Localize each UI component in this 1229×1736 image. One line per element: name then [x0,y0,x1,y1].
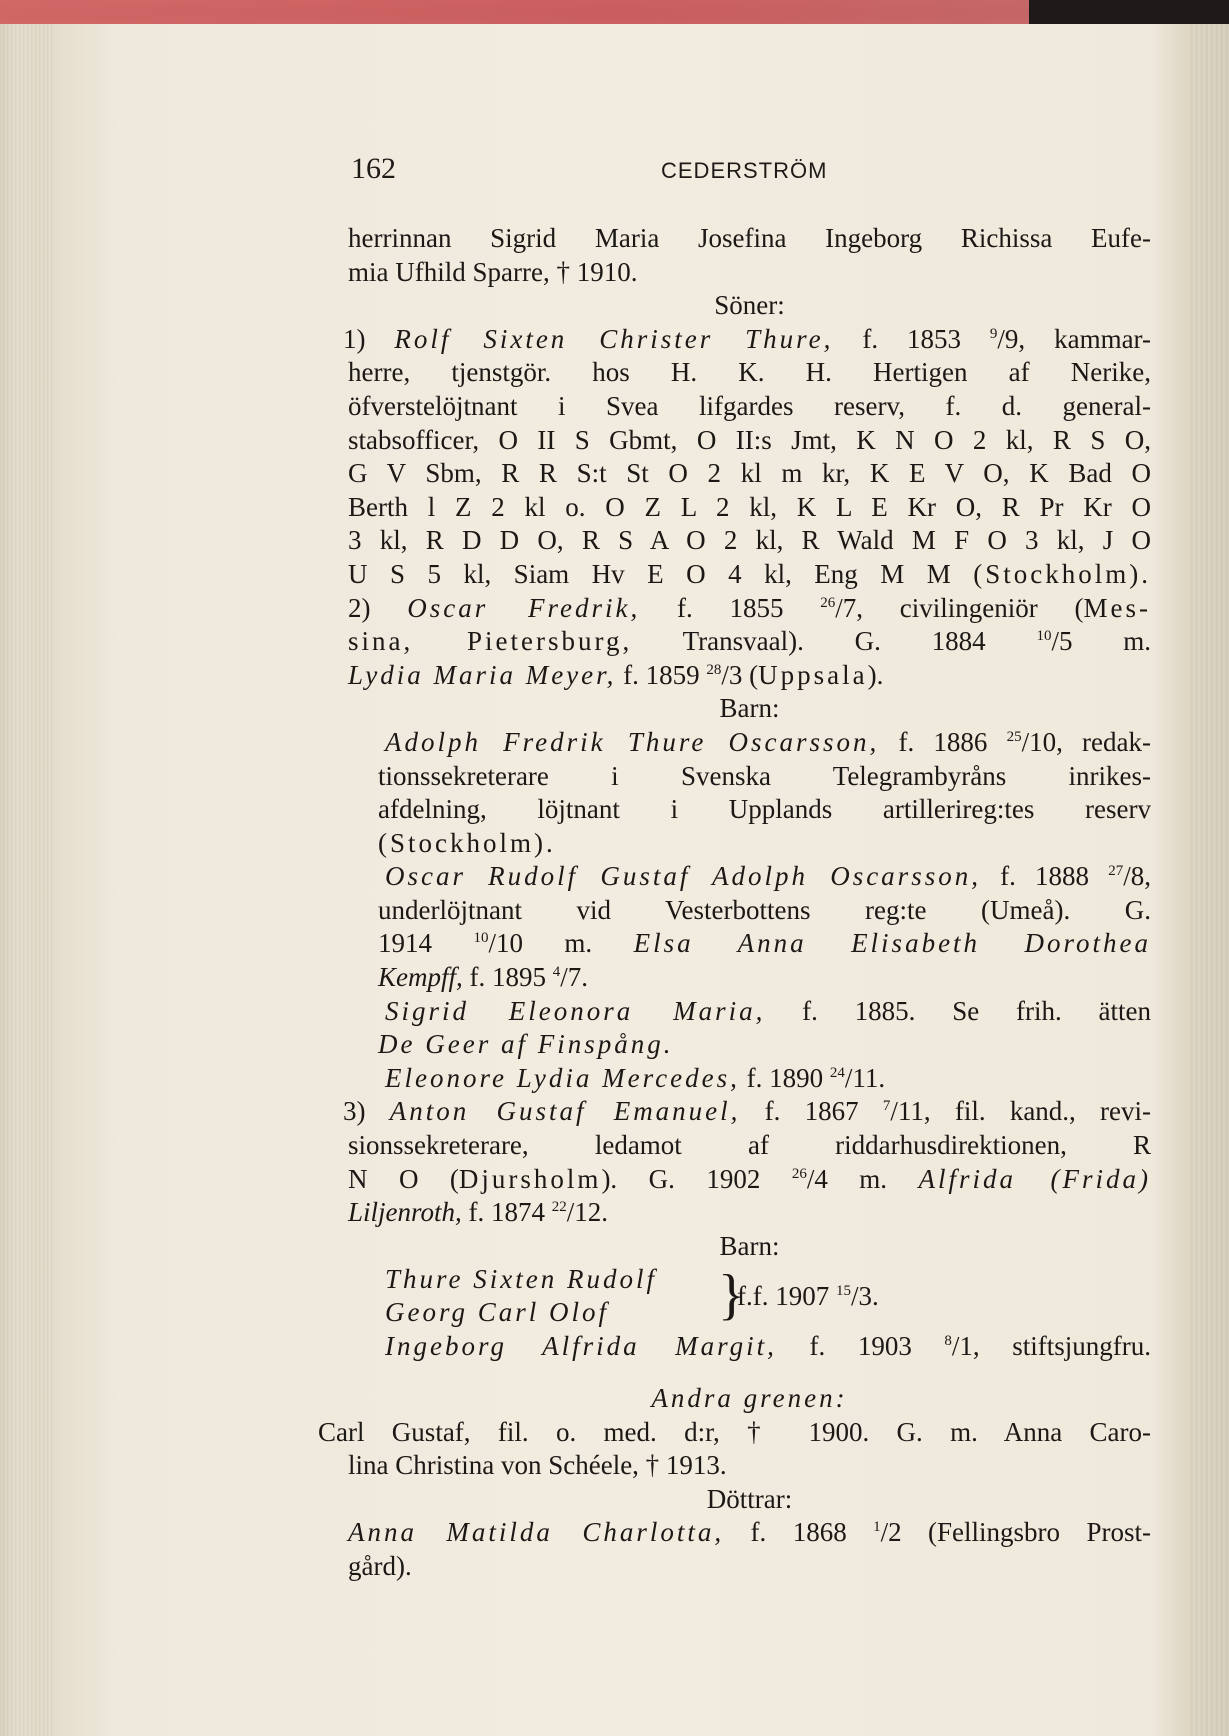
text-line-daughter: Anna Matilda Charlotta, f. 1868 $^1$/2 (Fellingsbro Prost- [348,1517,1151,1548]
text-line-child: Oscar Rudolf Gustaf Adolph Oscarsson, f. 1888 $^{27}$/8, [385,861,1151,892]
text-line-entry-1: 1) Rolf Sixten Christer Thure, f. 1853 $^9$/9, kammar- [343,323,1152,354]
spacer [348,1364,1151,1382]
page-stack-left [0,24,55,1736]
running-head [351,152,1171,188]
text-line-entry-3: 3) Anton Gustaf Emanuel, f. 1867 $^7$/11, fil. kand., revi- [343,1096,1152,1127]
text-line: 1914 $^{10}$/10 m. Elsa Anna Elisabeth Dorothea [378,928,1151,959]
twins-date: f.f. 1907 $^{15}$/3. [737,1281,879,1312]
text-line: Kempff, f. 1895 $^4$/7. [378,962,589,993]
page-number: 162 [351,152,396,185]
text-line: öfverstelöjtnant i Svea lifgardes reserv, f. d. general- [348,390,1151,421]
text-line: (Stockholm). [378,827,556,858]
section-heading-dottrar: Döttrar: [706,1483,793,1514]
page-stack-right [1189,24,1229,1736]
running-title: CEDERSTRÖM [661,158,828,183]
text-line: U S 5 kl, Siam Hv E O 4 kl, Eng M M (Stockholm). [348,558,1151,589]
text-line: afdelning, löjtnant i Upplands artillerireg:tes reserv [378,794,1151,825]
text-line-child: Sigrid Eleonora Maria, f. 1885. Se frih. ätten [385,995,1152,1026]
text-line: N O (Djursholm). G. 1902 $^{26}$/4 m. Alfrida (Frida) [348,1163,1151,1194]
text-line: tionssekreterare i Svenska Telegrambyråns inrikes- [378,760,1151,791]
section-heading-barn: Barn: [719,1230,780,1261]
text-line: lina Christina von Schéele, † 1913. [348,1450,727,1481]
text-line: gård). [348,1550,412,1581]
text-line-child: Eleonore Lydia Mercedes, f. 1890 $^{24}$/11. [385,1062,886,1093]
text-line: De Geer af Finspång. [378,1029,674,1060]
twin-name: Thure Sixten Rudolf [385,1264,657,1295]
text-line: mia Ufhild Sparre, † 1910. [348,256,638,287]
text-line: Liljenroth, f. 1874 $^{22}$/12. [348,1197,609,1228]
text-line: sionssekreterare, ledamot af riddarhusdirektionen, R [348,1130,1151,1161]
text-line: herrinnan Sigrid Maria Josefina Ingeborg Richissa Eufe- [348,223,1151,253]
text-line-child: Adolph Fredrik Thure Oscarsson, f. 1886 $^{25}$/10, redak- [385,726,1151,757]
text-line: stabsofficer, O II S Gbmt, O II:s Jmt, K N O 2 kl, R S O, [348,424,1151,455]
text-line: 3 kl, R D D O, R S A O 2 kl, R Wald M F O 3 kl, J O [348,525,1151,556]
text-line: herre, tjenstgör. hos H. K. H. Hertigen af Nerike, [348,357,1151,388]
twins-entry [385,1263,1151,1330]
text-line: Lydia Maria Meyer, f. 1859 $^{28}$/3 (Uppsala). [348,659,884,690]
brace: } [718,1264,745,1327]
genealogy-text [318,222,1152,1584]
twin-name: Georg Carl Olof [385,1297,610,1328]
section-heading-andra-grenen: Andra grenen: [651,1383,848,1413]
text-line: Berth l Z 2 kl o. O Z L 2 kl, K L E Kr O, R Pr Kr O [348,491,1151,522]
section-heading-soner: Söner: [714,290,785,321]
text-line: G V Sbm, R R S:t St O 2 kl m kr, K E V O, K Bad O [348,458,1151,489]
text-line-entry-2: 2) Oscar Fredrik, f. 1855 $^{26}$/7, civilingeniör (Mes- [348,592,1151,623]
text-line: underlöjtnant vid Vesterbottens reg:te (Umeå). G. [378,894,1151,925]
text-line: sina, Pietersburg, Transvaal). G. 1884 $^{10}$/5 m. [348,626,1151,657]
section-heading-barn: Barn: [719,693,780,724]
text-line-child: Ingeborg Alfrida Margit, f. 1903 $^8$/1, stiftsjungfru. [385,1331,1152,1362]
text-line: Carl Gustaf, fil. o. med. d:r, † 1900. G. m. Anna Caro- [318,1416,1151,1447]
